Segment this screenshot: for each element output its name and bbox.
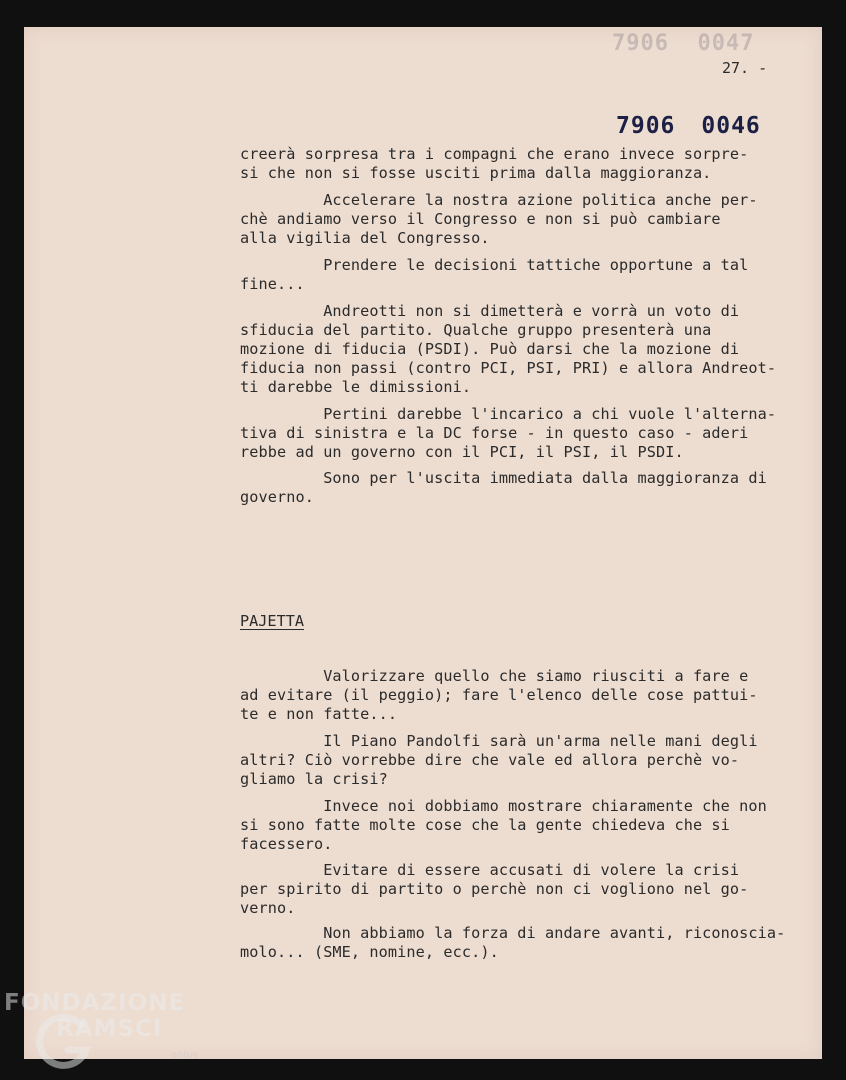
paragraph-8: Il Piano Pandolfi sarà un'arma nelle mani degli altri? Ciò vorrebbe dire che vale ed allora perchè vo- gliamo la crisi? (240, 732, 758, 788)
paragraph-11: Non abbiamo la forza di andare avanti, riconoscia- molo... (SME, nomine, ecc.). (240, 924, 786, 961)
stamp-left: 7906 (616, 113, 676, 139)
paragraph-4: Andreotti non si dimetterà e vorrà un voto di sfiducia del partito. Qualche gruppo presenterà una mozione di fiducia (PSDI). Può darsi che la mozione di fiducia non passi (contro PCI, PSI, PRI) e allora Andreot- ti darebbe le dimissioni. (240, 302, 777, 396)
typewritten-page (24, 27, 822, 1059)
watermark-suffix: onlus (171, 1050, 198, 1061)
paragraph-6: Sono per l'uscita immediata dalla maggioranza di governo. (240, 469, 767, 506)
archive-stamp (616, 113, 761, 139)
watermark-line1: FONDAZIONE (4, 990, 186, 1016)
paragraph-5: Pertini darebbe l'incarico a chi vuole l'alterna- tiva di sinistra e la DC forse - in questo caso - aderi rebbe ad un governo con il PCI, il PSI, il PSDI. (240, 405, 777, 461)
paragraph-10: Evitare di essere accusati di volere la crisi per spirito di partito o perchè non ci vogliono nel go- verno. (240, 861, 749, 917)
paragraph-3: Prendere le decisioni tattiche opportune a tal fine... (240, 256, 749, 293)
paragraph-9: Invece noi dobbiamo mostrare chiaramente che non si sono fatte molte cose che la gente chiedeva che si facessero. (240, 797, 767, 853)
paragraph-2: Accelerare la nostra azione politica anche per- chè andiamo verso il Congresso e non si può cambiare alla vigilia del Congresso. (240, 191, 758, 247)
bleed-through-number: 7906 0047 (612, 31, 755, 56)
watermark-line2: RAMSCI (56, 1016, 163, 1042)
speaker-heading: PAJETTA (240, 612, 305, 630)
page-number: 27. - (722, 59, 768, 77)
paragraph-1: creerà sorpresa tra i compagni che erano invece sorpre- si che non si fosse usciti prima dalla maggioranza. (240, 145, 749, 182)
stamp-right: 0046 (701, 113, 761, 139)
paragraph-7: Valorizzare quello che siamo riusciti a fare e ad evitare (il peggio); fare l'elenco delle cose pattui- te e non fatte... (240, 667, 758, 723)
